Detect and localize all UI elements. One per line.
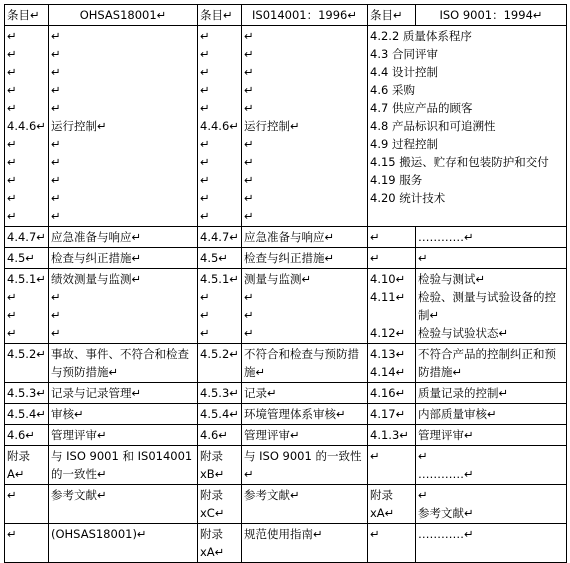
iso14001-title-cell: 记录↵ bbox=[242, 383, 368, 404]
iso14001-clause-cell: 4.5.3↵ bbox=[198, 383, 242, 404]
ohsas-title-cell: 事故、事件、不符合和检查与预防措施↵ bbox=[49, 344, 198, 383]
ohsas-clause-cell: 4.5.4↵ bbox=[5, 404, 49, 425]
iso14001-clause-cell: 附录 xB↵ bbox=[198, 446, 242, 485]
ohsas-title-cell: (OHSAS18001)↵ bbox=[49, 524, 198, 563]
iso9001-clause-cell: ↵ bbox=[368, 227, 416, 248]
iso14001-title-cell: 环境管理体系审核↵ bbox=[242, 404, 368, 425]
iso9001-clause-cell: ↵ bbox=[368, 524, 416, 563]
iso14001-title-cell: ↵ ↵ ↵ ↵ ↵ 运行控制↵ ↵ ↵ ↵ ↵ ↵ bbox=[242, 26, 368, 227]
iso14001-clause-cell: 4.5↵ bbox=[198, 248, 242, 269]
iso9001-title-cell: ↵ 参考文献↵ bbox=[416, 485, 567, 524]
iso14001-title-cell: 规范使用指南↵ bbox=[242, 524, 368, 563]
iso9001-clause-cell: ↵ bbox=[368, 248, 416, 269]
ohsas-clause-cell: 4.5.3↵ bbox=[5, 383, 49, 404]
iso9001-clause-cell: 4.13↵ 4.14↵ bbox=[368, 344, 416, 383]
ohsas-title-cell: 与 ISO 9001 和 IS014001 的一致性↵ bbox=[49, 446, 198, 485]
iso9001-title-cell: ↵ …………↵ bbox=[416, 446, 567, 485]
ohsas-title-cell: 应急准备与响应↵ bbox=[49, 227, 198, 248]
ohsas-clause-cell: 4.5.1↵ ↵ ↵ ↵ bbox=[5, 269, 49, 344]
iso14001-clause-cell: ↵ ↵ ↵ ↵ ↵ 4.4.6↵ ↵ ↵ ↵ ↵ ↵ bbox=[198, 26, 242, 227]
header-cell-iso14001-clause: 条目↵ bbox=[198, 5, 242, 26]
header-row bbox=[5, 5, 567, 26]
iso9001-clause-cell: ↵ bbox=[368, 446, 416, 485]
iso9001-clause-cell: 4.17↵ bbox=[368, 404, 416, 425]
iso14001-clause-cell: 附录 xA↵ bbox=[198, 524, 242, 563]
iso14001-title-cell: 参考文献↵ bbox=[242, 485, 368, 524]
header-cell-ohsas: OHSAS18001↵ bbox=[49, 5, 198, 26]
iso14001-title-cell: 不符合和检查与预防措施↵ bbox=[242, 344, 368, 383]
iso9001-title-cell: 不符合产品的控制纠正和预防措施↵ bbox=[416, 344, 567, 383]
table-row bbox=[5, 404, 567, 425]
header-cell-iso14001: IS014001：1996↵ bbox=[242, 5, 368, 26]
iso14001-clause-cell: 4.5.4↵ bbox=[198, 404, 242, 425]
iso14001-clause-cell: 4.5.1↵ ↵ ↵ ↵ bbox=[198, 269, 242, 344]
iso9001-clause-cell: 4.2.2 质量体系程序 4.3 合同评审 4.4 设计控制 4.6 采购 4.7 供应产品的顾客 4.8 产品标识和可追溯性 4.9 过程控制 4.15 搬运、贮存和包装防护和交付 4.19 服务 4.20 统计技术 bbox=[368, 26, 567, 227]
iso9001-clause-cell: 4.10↵ 4.11↵ 4.12↵ bbox=[368, 269, 416, 344]
iso14001-clause-cell: 4.4.7↵ bbox=[198, 227, 242, 248]
ohsas-clause-cell: 4.5↵ bbox=[5, 248, 49, 269]
iso14001-clause-cell: 附录 xC↵ bbox=[198, 485, 242, 524]
iso14001-title-cell: 测量与监测↵ ↵ ↵ ↵ bbox=[242, 269, 368, 344]
iso14001-title-cell: 检查与纠正措施↵ bbox=[242, 248, 368, 269]
ohsas-title-cell: 审核↵ bbox=[49, 404, 198, 425]
ohsas-clause-cell: 4.6↵ bbox=[5, 425, 49, 446]
table-row bbox=[5, 446, 567, 485]
ohsas-title-cell: 绩效测量与监测↵ ↵ ↵ ↵ bbox=[49, 269, 198, 344]
table-row bbox=[5, 269, 567, 344]
header-cell-iso9001: ISO 9001：1994↵ bbox=[416, 5, 567, 26]
iso9001-clause-cell: 4.16↵ bbox=[368, 383, 416, 404]
ohsas-title-cell: ↵ ↵ ↵ ↵ ↵ 运行控制↵ ↵ ↵ ↵ ↵ ↵ bbox=[49, 26, 198, 227]
iso9001-clause-cell: 附录 xA↵ bbox=[368, 485, 416, 524]
iso14001-title-cell: 管理评审↵ bbox=[242, 425, 368, 446]
ohsas-clause-cell: ↵ bbox=[5, 485, 49, 524]
table-row bbox=[5, 383, 567, 404]
iso9001-title-cell: 质量记录的控制↵ bbox=[416, 383, 567, 404]
ohsas-clause-cell: 4.5.2↵ bbox=[5, 344, 49, 383]
ohsas-clause-cell: ↵ bbox=[5, 524, 49, 563]
ohsas-title-cell: 检查与纠正措施↵ bbox=[49, 248, 198, 269]
iso9001-title-cell: 内部质量审核↵ bbox=[416, 404, 567, 425]
ohsas-title-cell: 参考文献↵ bbox=[49, 485, 198, 524]
table-row bbox=[5, 485, 567, 524]
ohsas-clause-cell: 附录 A↵ bbox=[5, 446, 49, 485]
ohsas-clause-cell: ↵ ↵ ↵ ↵ ↵ 4.4.6↵ ↵ ↵ ↵ ↵ ↵ bbox=[5, 26, 49, 227]
table-row bbox=[5, 425, 567, 446]
header-cell-ohsas-clause: 条目↵ bbox=[5, 5, 49, 26]
ohsas-title-cell: 记录与记录管理↵ bbox=[49, 383, 198, 404]
table-row bbox=[5, 26, 567, 227]
iso9001-title-cell: …………↵ bbox=[416, 524, 567, 563]
header-cell-iso9001-clause: 条目↵ bbox=[368, 5, 416, 26]
iso14001-clause-cell: 4.5.2↵ bbox=[198, 344, 242, 383]
table-row bbox=[5, 248, 567, 269]
table-row bbox=[5, 344, 567, 383]
iso9001-title-cell: ↵ bbox=[416, 248, 567, 269]
iso14001-title-cell: 应急准备与响应↵ bbox=[242, 227, 368, 248]
standards-comparison-table bbox=[4, 4, 567, 563]
iso9001-title-cell: …………↵ bbox=[416, 227, 567, 248]
table-row bbox=[5, 524, 567, 563]
iso14001-title-cell: 与 ISO 9001 的一致性↵ bbox=[242, 446, 368, 485]
iso9001-title-cell: 检验与测试↵ 检验、测量与试验设备的控制↵ 检验与试验状态↵ bbox=[416, 269, 567, 344]
table-row bbox=[5, 227, 567, 248]
ohsas-clause-cell: 4.4.7↵ bbox=[5, 227, 49, 248]
iso9001-title-cell: 管理评审↵ bbox=[416, 425, 567, 446]
iso9001-clause-cell: 4.1.3↵ bbox=[368, 425, 416, 446]
iso14001-clause-cell: 4.6↵ bbox=[198, 425, 242, 446]
table-body bbox=[5, 5, 567, 563]
ohsas-title-cell: 管理评审↵ bbox=[49, 425, 198, 446]
